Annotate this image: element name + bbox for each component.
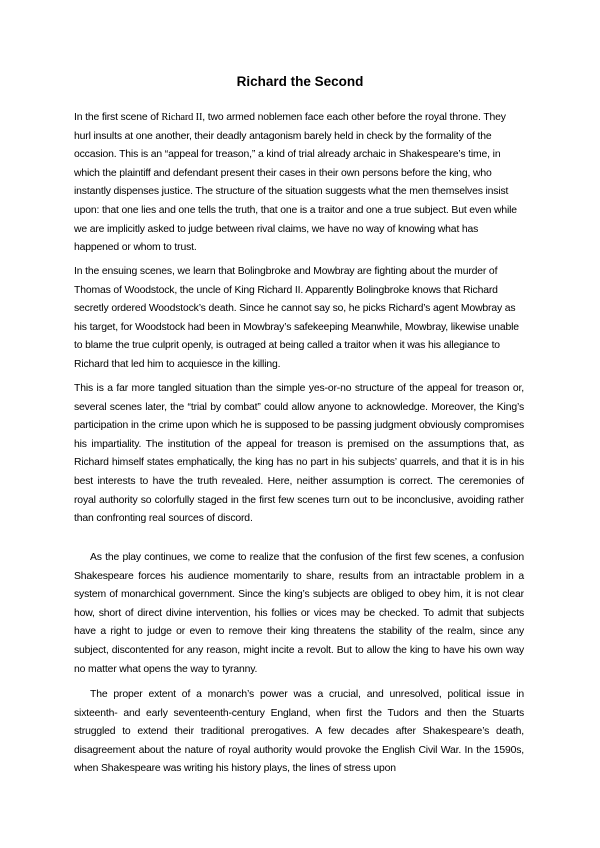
paragraph-1	[74, 109, 524, 258]
paragraph-1-body: , two armed noblemen face each other before the royal throne. They hurl insults at one another, their deadly antagonism barely held in check by the formality of the occasion. This is an “appeal for treason,” a kind of trial already archaic in Shakespeare’s time, in which the plaintiff and defendant present their cases in their own persons before the king, who instantly dispenses justice. The structure of the situation suggests what the men themselves insist upon: that one lies and one tells the truth, that one is a traitor and one a true subject. But even while we are implicitly asked to judge between rival claims, we have no way of knowing what has happened or whom to trust.	[74, 112, 517, 254]
paragraph-1-intro: In the first scene of	[74, 112, 162, 123]
paragraph-5: The proper extent of a monarch’s power was a crucial, and unresolved, political issue in sixteenth- and early seventeenth-century England, when first the Tudors and then the Stuarts struggled to extend their traditional prerogatives. A few decades after Shakespeare’s death, disagreement about the nature of royal authority would provoke the English Civil War. In the 1590s, when Shakespeare was writing his history plays, the lines of stress upon	[74, 689, 524, 775]
paragraph-3: This is a far more tangled situation than the simple yes-or-no structure of the appeal for treason or, several scenes later, the “trial by combat” could allow anyone to acknowledge. Moreover, the King’s participation in the crime upon which he is supposed to be passing judgment obviously compromises his impartiality. The institution of the appeal for treason is premised on the assumptions that, as Richard himself states emphatically, the king has no part in his subjects’ quarrels, and that it is in his best interests to have the truth revealed. Here, neither assumption is correct. The ceremonies of royal authority so colorfully staged in the first few scenes turn out to be inconclusive, avoiding rather than confronting real sources of discord.	[74, 383, 524, 525]
paragraph-2: In the ensuing scenes, we learn that Bolingbroke and Mowbray are fighting about the murder of Thomas of Woodstock, the uncle of King Richard II. Apparently Bolingbroke knows that Richard secretly ordered Woodstock’s death. Since he cannot say so, he picks Richard’s agent Mowbray as his target, for Woodstock had been in Mowbray’s safekeeping Meanwhile, Mowbray, likewise unable to blame the true culprit openly, is outraged at being called a traitor when it was his allegiance to Richard that led him to acquiesce in the killing.	[74, 266, 519, 370]
paragraph-4: As the play continues, we come to realize that the confusion of the first few scenes, a confusion Shakespeare forces his audience momentarily to share, results from an intractable problem in a system of monarchical government. Since the king’s subjects are obliged to obey him, it is not clear how, short of direct divine intervention, his follies or vices may be checked. To admit that subjects have a right to judge or even to remove their king threatens the stability of the realm, since any subject, discontented for any reason, might incite a revolt. But to allow the king to have his own way no matter what opens the way to tyranny.	[74, 552, 524, 675]
document-title: Richard the Second	[236, 74, 364, 89]
play-title: Richard II	[161, 112, 203, 123]
